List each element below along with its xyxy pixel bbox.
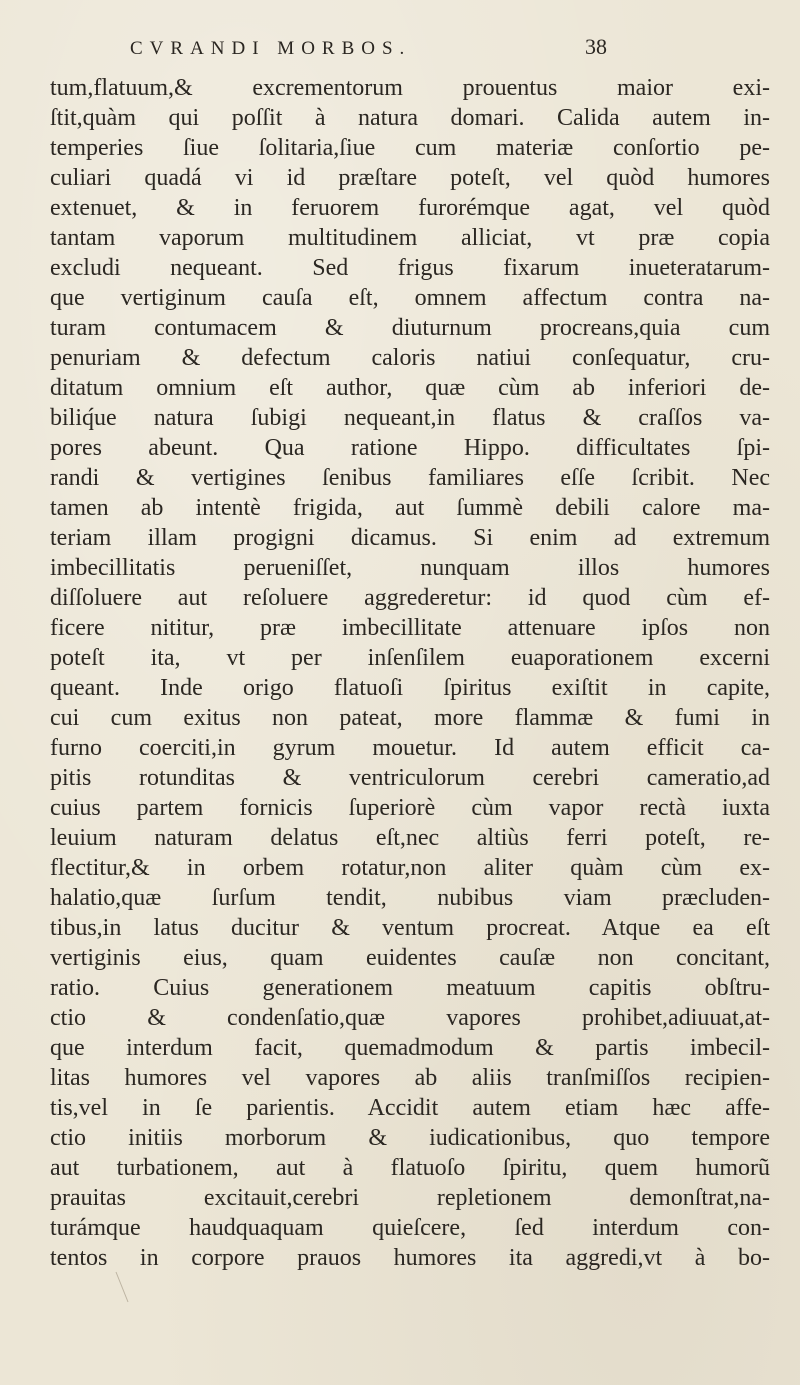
text-line: teriam illam progigni dicamus. Si enim ad extremum [50,525,770,551]
text-line: ficere nititur, præ imbecillitate attenuare ipſos non [50,615,770,641]
text-line: tis,vel in ſe parientis. Accidit autem etiam hæc affe- [50,1095,770,1121]
text-line: tibus,in latus ducitur & ventum procreat. Atque ea eſt [50,915,770,941]
stray-pen-mark [110,1268,150,1308]
text-line: cui cum exitus non pateat, more flammæ & fumi in [50,705,770,731]
text-line: culiari quadá vi id præſtare poteſt, vel quòd humores [50,165,770,191]
text-line: excludi nequeant. Sed frigus fixarum inueteratarum- [50,255,770,281]
text-line: pitis rotunditas & ventriculorum cerebri cameratio,ad [50,765,770,791]
text-line: prauitas excitauit,cerebri repletionem demonſtrat,na- [50,1185,770,1211]
text-line: poteſt ita, vt per inſenſilem euaporationem excerni [50,645,770,671]
text-line: aut turbationem, aut à flatuoſo ſpiritu, quem humorũ [50,1155,770,1181]
text-line: biliq́ue natura ſubigi nequeant,in flatus & craſſos va- [50,405,770,431]
text-line: tentos in corpore prauos humores ita aggredi,vt à bo- [50,1245,770,1271]
text-line: diſſoluere aut reſoluere aggrederetur: id quod cùm ef- [50,585,770,611]
text-line: litas humores vel vapores ab aliis tranſmiſſos recipien- [50,1065,770,1091]
text-line: queant. Inde origo flatuoſi ſpiritus exiſtit in capite, [50,675,770,701]
text-line: randi & vertigines ſenibus familiares eſſe ſcribit. Nec [50,465,770,491]
text-line: tantam vaporum multitudinem alliciat, vt præ copia [50,225,770,251]
text-line: pores abeunt. Qua ratione Hippo. difficultates ſpi- [50,435,770,461]
text-line: flectitur,& in orbem rotatur,non aliter quàm cùm ex- [50,855,770,881]
text-line: ratio. Cuius generationem meatuum capitis obſtru- [50,975,770,1001]
text-line: cuius partem fornicis ſuperiorè cùm vapor rectà iuxta [50,795,770,821]
running-head [130,30,770,70]
page-number: 38 [585,34,607,59]
text-line: imbecillitatis perueniſſet, nunquam illos humores [50,555,770,581]
text-line: turámque haudquaquam quieſcere, ſed interdum con- [50,1215,770,1241]
text-line: extenuet, & in feruorem furorémque agat, vel quòd [50,195,770,221]
text-line: que interdum facit, quemadmodum & partis imbecil- [50,1035,770,1061]
text-line: ctio & condenſatio,quæ vapores prohibet,adiuuat,at- [50,1005,770,1031]
text-line: que vertiginum cauſa eſt, omnem affectum contra na- [50,285,770,311]
text-line: ſtit,quàm qui poſſit à natura domari. Calida autem in- [50,105,770,131]
text-line: turam contumacem & diuturnum procreans,quia cum [50,315,770,341]
running-title: CVRANDI MORBOS. [130,38,412,59]
text-line: tum,flatuum,& excrementorum prouentus maior exi- [50,75,770,101]
text-line: leuium naturam delatus eſt,nec altiùs ferri poteſt, re- [50,825,770,851]
body-text [50,73,770,1273]
text-line: tamen ab intentè frigida, aut ſummè debili calore ma- [50,495,770,521]
text-line: temperies ſiue ſolitaria,ſiue cum materiæ conſortio pe- [50,135,770,161]
text-line: penuriam & defectum caloris natiui conſequatur, cru- [50,345,770,371]
text-line: ditatum omnium eſt author, quæ cùm ab inferiori de- [50,375,770,401]
text-line: halatio,quæ ſurſum tendit, nubibus viam præcluden- [50,885,770,911]
text-line: ctio initiis morborum & iudicationibus, quo tempore [50,1125,770,1151]
text-line: furno coerciti,in gyrum mouetur. Id autem efficit ca- [50,735,770,761]
text-line: vertiginis eius, quam euidentes cauſæ non concitant, [50,945,770,971]
